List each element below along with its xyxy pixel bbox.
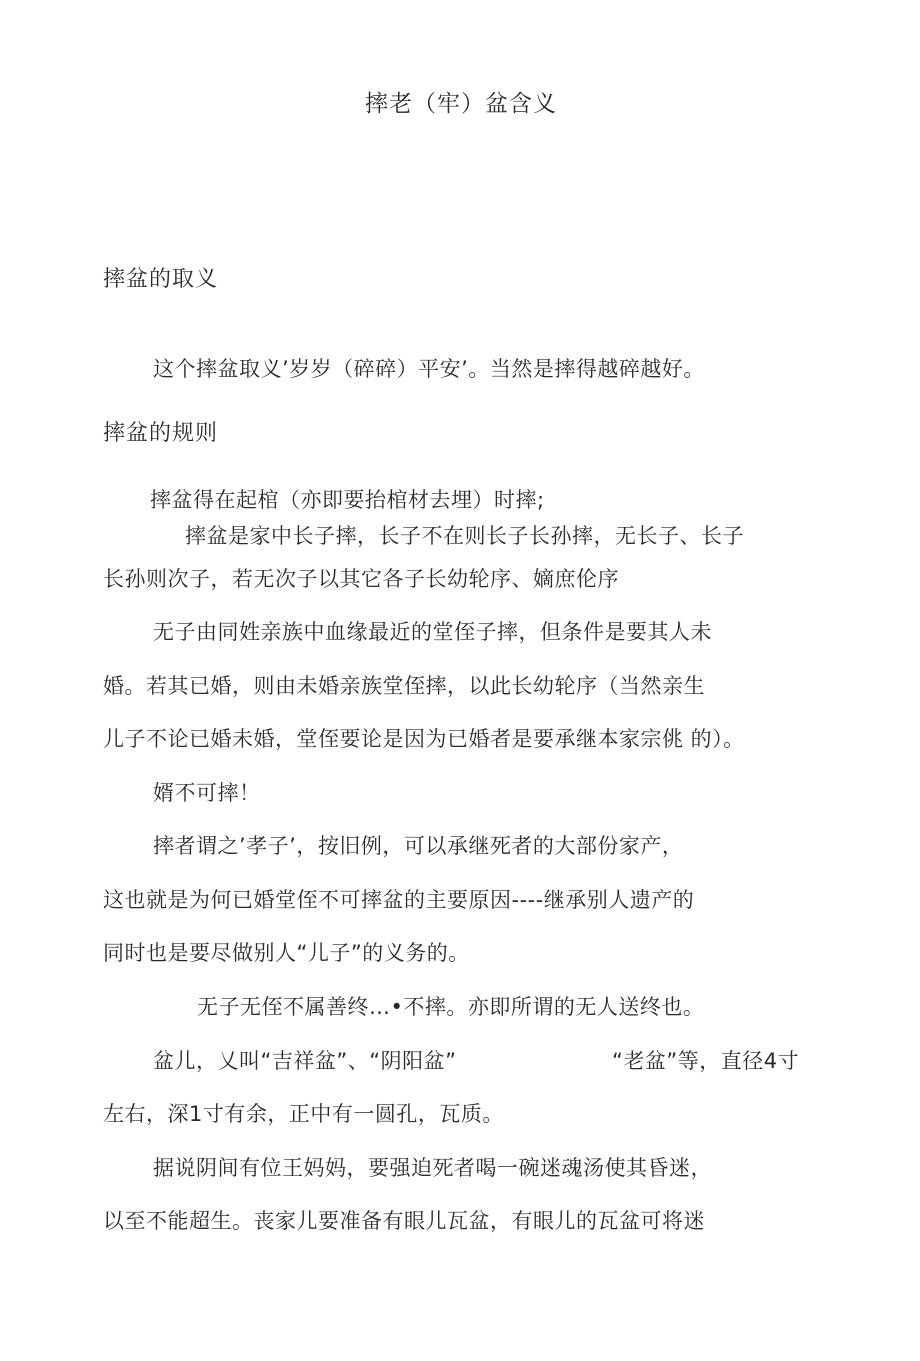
- paragraph-line: 以至不能超生。丧家儿要准备有眼儿瓦盆，有眼儿的瓦盆可将迷: [103, 1209, 705, 1233]
- paragraph-line: 盆儿，乂叫“吉祥盆”、“阴阳盆”: [153, 1049, 457, 1073]
- paragraph-line: 婿不可摔！: [153, 781, 261, 805]
- paragraph-line: 同时也是要尽做别人“儿子”的义务的。: [103, 941, 470, 965]
- paragraph-line: 无子由同姓亲族中血缘最近的堂侄子摔，但条件是要其人未: [153, 620, 712, 644]
- paragraph-line: 婚。若其已婚，则由未婚亲族堂侄摔，以此长幼轮序（当然亲生: [103, 674, 705, 698]
- paragraph-line: 长孙则次子，若无次子以其它各子长幼轮序、嫡庶伦序: [103, 567, 619, 591]
- page-title: 摔老（牢）盆含义: [365, 91, 557, 117]
- paragraph-line: “老盆”等，直径4寸: [612, 1049, 800, 1073]
- paragraph-line: 这个摔盆取义’岁岁（碎碎）平安’。当然是摔得越碎越好。: [153, 357, 705, 381]
- section-heading-meaning: 摔盆的取义: [103, 267, 219, 292]
- paragraph-line: 摔盆是家中长子摔，长子不在则长子长孙摔，无长子、长子: [185, 524, 744, 548]
- paragraph-line: 这也就是为何已婚堂侄不可摔盆的主要原因----继承别人遗产的: [103, 888, 695, 912]
- paragraph-line: 摔者谓之’孝子’，按旧例，可以承继死者的大部份家产，: [153, 834, 684, 858]
- paragraph-line: 儿子不论已婚未婚，堂侄要论是因为已婚者是要承继本家宗佻 的）。: [103, 727, 745, 751]
- section-heading-rules: 摔盆的规则: [103, 421, 219, 446]
- paragraph-line: 左右，深1寸有余，正中有一圆孔，瓦质。: [103, 1102, 504, 1126]
- paragraph-line: 据说阴间有位王妈妈，要强迫死者喝一碗迷魂汤使其昏迷，: [153, 1156, 712, 1180]
- paragraph-line: 摔盆得在起棺（亦即要抬棺材去埋）时摔;: [150, 488, 545, 512]
- paragraph-line: 无子无侄不属善终…•不摔。亦即所谓的无人送终也。: [197, 995, 705, 1019]
